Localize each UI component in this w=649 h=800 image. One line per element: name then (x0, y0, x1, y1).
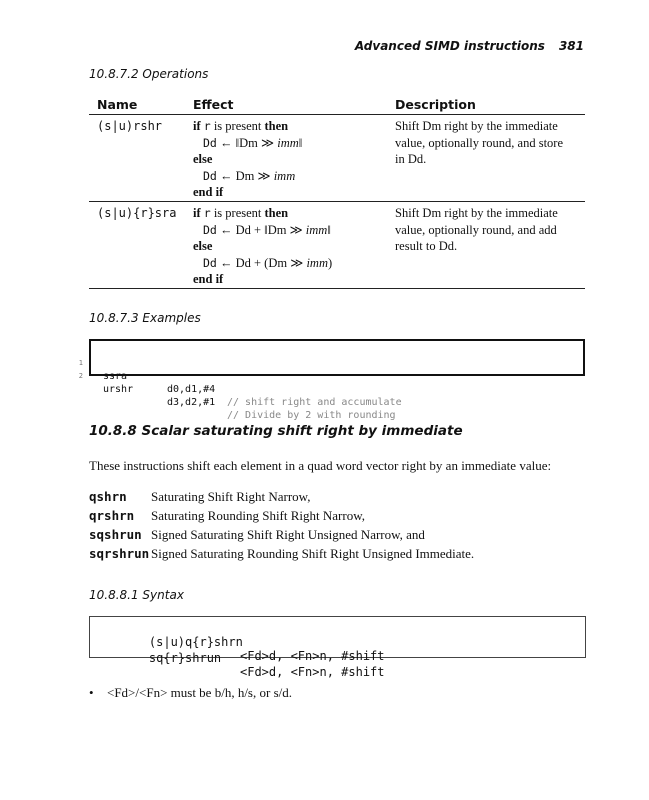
else-keyword: else (193, 239, 213, 253)
effect-expr: Dd + ‖Dm ≫ (235, 222, 303, 237)
effect-end: ‖ (298, 135, 303, 150)
code-args: d3,d2,#1 (167, 397, 216, 408)
instruction-desc: Signed Saturating Shift Right Unsigned Narrow, and (151, 527, 425, 542)
effect-dst: Dd (203, 222, 217, 237)
effect-var: r (203, 119, 211, 133)
syntax-args: <Fd>d, <Fn>n, #shift (240, 665, 385, 679)
op-name: (s|u)rshr (97, 119, 163, 133)
if-keyword: if (193, 119, 201, 133)
description-line: Shift Dm right by the immediate (395, 119, 558, 133)
column-header-effect: Effect (193, 97, 234, 112)
bullet-icon: • (89, 685, 94, 700)
op-description (395, 118, 563, 168)
effect-expr: Dd + (Dm ≫ (235, 255, 304, 270)
description-line: Shift Dm right by the immediate (395, 206, 558, 220)
op-effect (193, 118, 302, 201)
endif-keyword: end if (193, 185, 224, 199)
effect-dst: Dd (203, 135, 217, 150)
effect-var: r (203, 206, 211, 220)
else-keyword: else (193, 152, 213, 166)
then-keyword: then (264, 119, 289, 133)
op-description (395, 205, 558, 255)
table-bottom-rule (89, 288, 585, 289)
description-line: in Dd. (395, 152, 427, 166)
then-keyword: then (264, 206, 289, 220)
code-listing (78, 339, 585, 421)
if-keyword: if (193, 206, 201, 220)
arrow-icon: ← (219, 222, 233, 237)
bullet-text: <Fd>/<Fn> must be b/h, h/s, or s/d. (107, 685, 292, 700)
arrow-icon: ← (219, 135, 233, 150)
endif-keyword: end if (193, 272, 224, 286)
running-header (0, 39, 584, 53)
table-row-rule (89, 201, 585, 202)
line-number: 1 (78, 359, 83, 367)
code-args: d0,d1,#4 (167, 384, 216, 395)
section-intro: These instructions shift each element in a quad word vector right by an immediate value: (89, 458, 552, 473)
arrow-icon: ← (219, 168, 233, 183)
effect-imm: imm (273, 168, 296, 183)
effect-dst: Dd (203, 168, 217, 183)
instruction-desc: Signed Saturating Rounding Shift Right Unsigned Immediate. (151, 546, 475, 561)
section-heading: 10.8.8 Scalar saturating shift right by immediate (89, 423, 463, 439)
instruction-name: qshrn (89, 489, 127, 504)
syntax-mnemonic: sq{r}shrun (148, 651, 222, 665)
code-comment: // shift right and accumulate (227, 397, 402, 408)
effect-end: ) (327, 255, 333, 270)
code-op: ssra (103, 371, 128, 382)
op-effect (193, 205, 332, 288)
code-op: urshr (103, 384, 134, 395)
operations-heading: 10.8.7.2 Operations (89, 67, 209, 81)
column-header-name: Name (97, 97, 138, 112)
effect-expr: ‖Dm ≫ (235, 135, 275, 150)
instruction-name: qrshrn (89, 508, 135, 523)
examples-heading: 10.8.7.3 Examples (89, 311, 201, 325)
effect-dst: Dd (203, 255, 217, 270)
effect-end: ‖ (327, 222, 331, 237)
syntax-mnemonic: (s|u)q{r}shrn (148, 635, 243, 649)
instruction-name: sqrshrun (89, 546, 150, 561)
effect-text: is present (213, 206, 262, 220)
syntax-heading: 10.8.8.1 Syntax (89, 588, 184, 602)
effect-imm: imm (306, 255, 328, 270)
code-comment: // Divide by 2 with rounding (227, 410, 396, 421)
syntax-box (89, 616, 586, 679)
column-header-description: Description (395, 97, 476, 112)
effect-text: is present (213, 119, 262, 133)
op-name: (s|u){r}sra (97, 206, 177, 220)
effect-expr: Dm ≫ (235, 168, 271, 183)
effect-imm: imm (277, 135, 299, 150)
description-line: value, optionally round, and add (395, 222, 557, 237)
page-number: 381 (558, 39, 584, 53)
description-line: result to Dd. (395, 239, 458, 253)
line-number: 2 (78, 372, 83, 380)
table-header-rule (89, 114, 585, 115)
effect-imm: imm (305, 222, 328, 237)
instruction-name: sqshrun (89, 527, 142, 542)
description-line: value, optionally round, and store (395, 135, 564, 150)
instruction-desc: Saturating Shift Right Narrow, (151, 489, 311, 504)
arrow-icon: ← (219, 255, 233, 270)
instruction-desc: Saturating Rounding Shift Right Narrow, (151, 508, 366, 523)
header-title: Advanced SIMD instructions (354, 39, 545, 53)
syntax-args: <Fd>d, <Fn>n, #shift (240, 649, 385, 663)
